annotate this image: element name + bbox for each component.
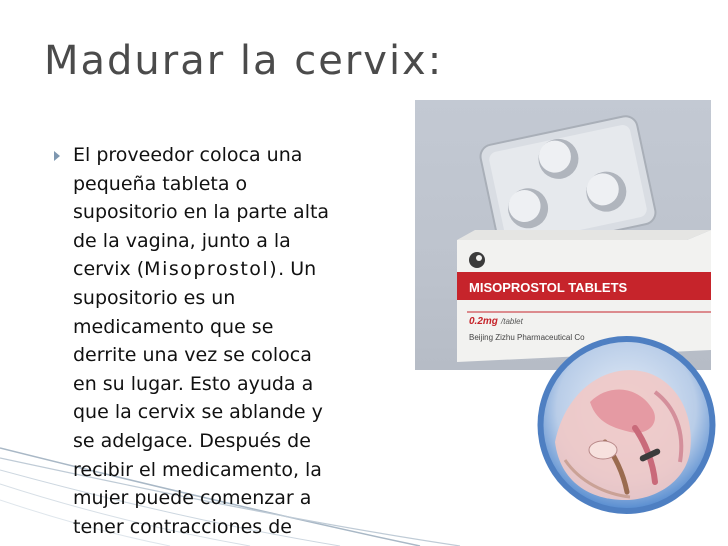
box-title: MISOPROSTOL TABLETS	[469, 280, 628, 295]
bullet-line-end: . Un	[278, 258, 317, 281]
bullet-arrow-icon	[54, 151, 60, 161]
misoprostol-photo-art	[415, 100, 711, 370]
bullet-line: tener contracciones de	[73, 515, 292, 538]
bullet-line: medicamento que se	[73, 315, 274, 338]
bullet-line: mujer puede comenzar a	[73, 487, 312, 510]
bullet-line: supositorio en la parte alta	[73, 201, 330, 224]
bullet-line: que la cervix se ablande y	[73, 401, 323, 424]
bullet-line-start: cervix (	[73, 258, 145, 281]
bullet-line: se adelgace. Después de	[73, 429, 311, 452]
slide-title: Madurar la cervix:	[44, 38, 444, 84]
bullet-text	[73, 141, 403, 541]
pelvic-anatomy-diagram	[535, 332, 718, 518]
dose-label: 0.2mg	[469, 316, 498, 327]
drug-name: Misoprostol)	[144, 258, 279, 281]
manufacturer-label: Beijing Zizhu Pharmaceutical Co	[469, 333, 585, 342]
bullet-line: recibir el medicamento, la	[73, 458, 322, 481]
bullet-line: El proveedor coloca una	[73, 144, 303, 166]
dose-unit: /tablet	[501, 317, 523, 326]
bullet-line: derrite una vez se coloca	[73, 344, 312, 367]
misoprostol-photo	[415, 100, 711, 370]
bullet-line: pequeña tableta o	[73, 172, 248, 195]
bullet-line: de la vagina, junto a la	[73, 229, 291, 252]
bullet-line: supositorio es un	[73, 286, 236, 309]
bullet-line: en su lugar. Esto ayuda a	[73, 372, 314, 395]
